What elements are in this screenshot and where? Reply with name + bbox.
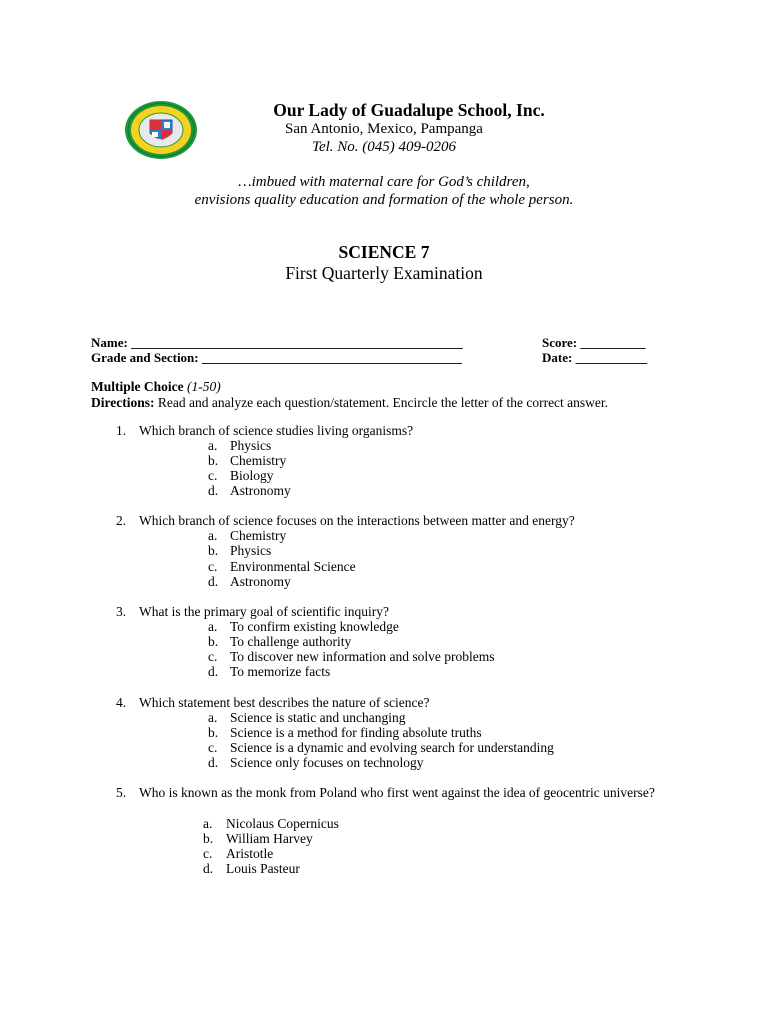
- directions-label: Directions:: [91, 395, 155, 410]
- option-text: Nicolaus Copernicus: [226, 816, 339, 831]
- school-motto-line-1: …imbued with maternal care for God’s children,: [238, 174, 530, 190]
- section-label: Multiple Choice: [91, 379, 184, 394]
- school-name: Our Lady of Guadalupe School, Inc.: [273, 100, 545, 120]
- option-letter: d.: [208, 574, 219, 589]
- option-letter: d.: [203, 861, 214, 876]
- option-text: To confirm existing knowledge: [230, 619, 399, 634]
- question-number: 4.: [116, 695, 127, 710]
- option-letter: b.: [208, 453, 219, 468]
- option-letter: a.: [208, 528, 218, 543]
- grade-section-field[interactable]: Grade and Section: ________________________________________: [91, 350, 462, 365]
- option-text: Environmental Science: [230, 559, 356, 574]
- question-number: 1.: [116, 423, 127, 438]
- option-letter: b.: [208, 634, 219, 649]
- option-text: Science is static and unchanging: [230, 710, 406, 725]
- option-text: Physics: [230, 438, 272, 453]
- section-heading: [91, 379, 221, 395]
- option-letter: b.: [203, 831, 214, 846]
- option-letter: a.: [208, 619, 218, 634]
- option-letter: a.: [208, 438, 218, 453]
- option-letter: d.: [208, 483, 219, 498]
- name-field[interactable]: Name: ___________________________________________________: [91, 335, 463, 350]
- option-text: Science only focuses on technology: [230, 755, 424, 770]
- question-number: 3.: [116, 604, 127, 619]
- option-letter: d.: [208, 755, 219, 770]
- option-text: Chemistry: [230, 453, 287, 468]
- option-letter: c.: [208, 468, 218, 483]
- school-telephone: Tel. No. (045) 409-0206: [311, 139, 457, 155]
- question-text: Which branch of science studies living organisms?: [139, 423, 414, 438]
- option-letter: a.: [203, 816, 213, 831]
- option-letter: d.: [208, 664, 219, 679]
- option-text: Science is a dynamic and evolving search for understanding: [230, 740, 554, 755]
- question-number: 5.: [116, 785, 127, 800]
- option-letter: b.: [208, 543, 219, 558]
- directions-text: Read and analyze each question/statement. Encircle the letter of the correct answer.: [154, 395, 609, 410]
- score-field[interactable]: Score: __________: [542, 335, 646, 350]
- option-letter: c.: [203, 846, 213, 861]
- option-letter: c.: [208, 740, 218, 755]
- question-number: 2.: [116, 513, 127, 528]
- option-text: To challenge authority: [230, 634, 352, 649]
- option-text: Chemistry: [230, 528, 287, 543]
- option-text: Astronomy: [230, 483, 291, 498]
- option-letter: c.: [208, 559, 218, 574]
- option-text: Aristotle: [226, 846, 274, 861]
- exam-title: First Quarterly Examination: [285, 263, 483, 283]
- option-text: Physics: [230, 543, 272, 558]
- question-text: Who is known as the monk from Poland who first went against the idea of geocentric universe?: [139, 785, 655, 800]
- option-text: Astronomy: [230, 574, 291, 589]
- option-text: Biology: [230, 468, 274, 483]
- question-text: What is the primary goal of scientific inquiry?: [139, 604, 390, 619]
- option-text: Science is a method for finding absolute truths: [230, 725, 482, 740]
- option-text: To discover new information and solve problems: [230, 649, 495, 664]
- section-range: (1-50): [187, 379, 221, 394]
- date-field[interactable]: Date: ___________: [542, 350, 648, 365]
- question-text: Which statement best describes the nature of science?: [139, 695, 430, 710]
- subject-title: SCIENCE 7: [338, 242, 430, 262]
- option-text: To memorize facts: [230, 664, 331, 679]
- option-letter: a.: [208, 710, 218, 725]
- school-motto-line-2: envisions quality education and formation of the whole person.: [194, 192, 574, 208]
- directions: [91, 395, 608, 411]
- option-letter: c.: [208, 649, 218, 664]
- question-text: Which branch of science focuses on the interactions between matter and energy?: [139, 513, 575, 528]
- school-address: San Antonio, Mexico, Pampanga: [285, 121, 483, 137]
- option-letter: b.: [208, 725, 219, 740]
- option-text: William Harvey: [226, 831, 313, 846]
- option-text: Louis Pasteur: [226, 861, 300, 876]
